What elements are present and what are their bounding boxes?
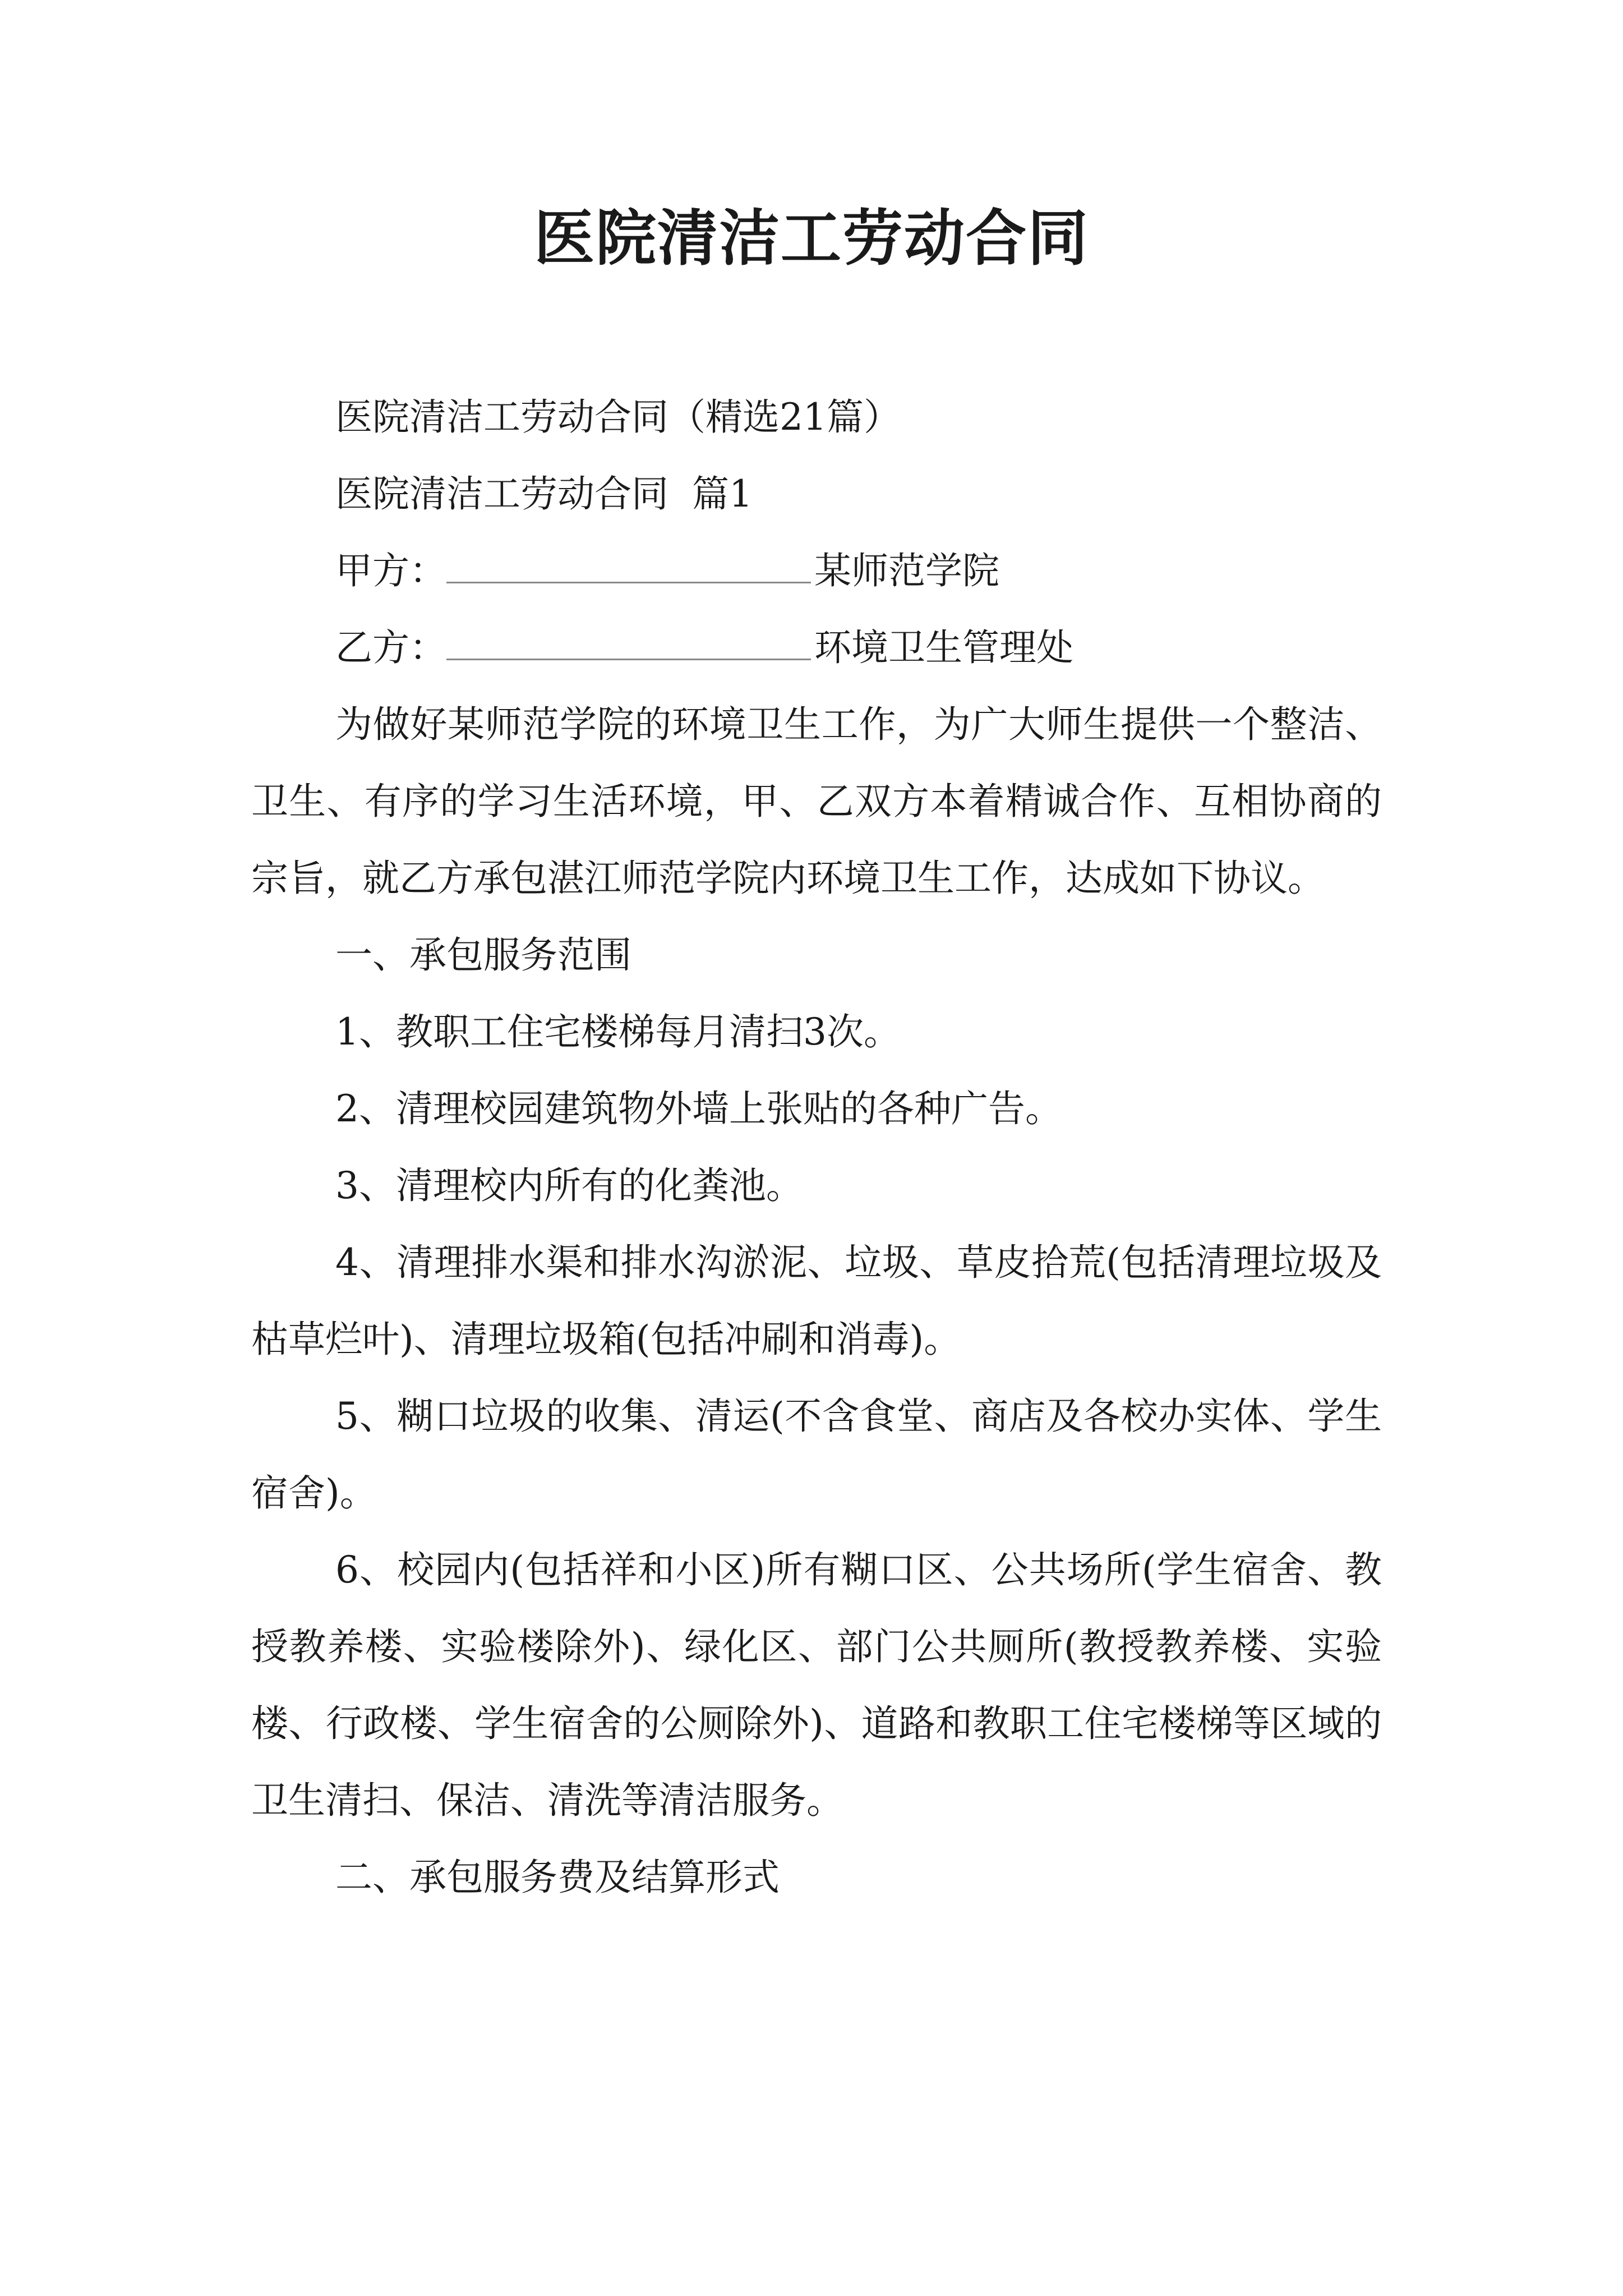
party-a-line (251, 532, 1382, 609)
list-item: 5、糊口垃圾的收集、清运(不含食堂、商店及各校办实体、学生宿舍)。 (251, 1395, 1382, 1515)
party-b-label: 乙方： (335, 626, 446, 669)
list-item: 3、清理校内所有的化粪池。 (335, 1164, 803, 1207)
party-a-label: 甲方： (335, 549, 446, 592)
document-body (251, 379, 1382, 1916)
party-a-blank (446, 579, 811, 583)
section1-heading: 一、承包服务范围 (335, 933, 631, 977)
document-subtitle: 医院清洁工劳动合同（精选21篇） (335, 395, 901, 439)
section-heading: 医院清洁工劳动合同 篇1 (335, 472, 753, 516)
list-item: 1、教职工住宅楼梯每月清扫3次。 (335, 1010, 901, 1053)
list-item: 4、清理排水渠和排水沟淤泥、垃圾、草皮拾荒(包括清理垃圾及枯草烂叶)、清理垃圾箱(包括冲刷和消毒)。 (251, 1241, 1382, 1361)
section2-heading: 二、承包服务费及结算形式 (335, 1856, 780, 1899)
list-item: 2、清理校园建筑物外墙上张贴的各种广告。 (335, 1087, 1062, 1130)
party-b-blank (446, 656, 811, 660)
list-item: 6、校园内(包括祥和小区)所有糊口区、公共场所(学生宿舍、教授教养楼、实验楼除外)、绿化区、部门公共厕所(教授教养楼、实验楼、行政楼、学生宿舍的公厕除外)、道路和教职工住宅楼梯等区域的卫生清扫、保洁、清洗等清洁服务。 (251, 1548, 1382, 1822)
party-a-value: 某师范学院 (814, 549, 999, 592)
party-b-value: 环境卫生管理处 (814, 626, 1073, 669)
party-b-line (251, 609, 1382, 686)
intro-paragraph: 为做好某师范学院的环境卫生工作，为广大师生提供一个整洁、卫生、有序的学习生活环境，甲、乙双方本着精诚合作、互相协商的宗旨，就乙方承包湛江师范学院内环境卫生工作，达成如下协议。 (251, 703, 1382, 900)
document-title: 医院清洁工劳动合同 (533, 203, 1089, 274)
